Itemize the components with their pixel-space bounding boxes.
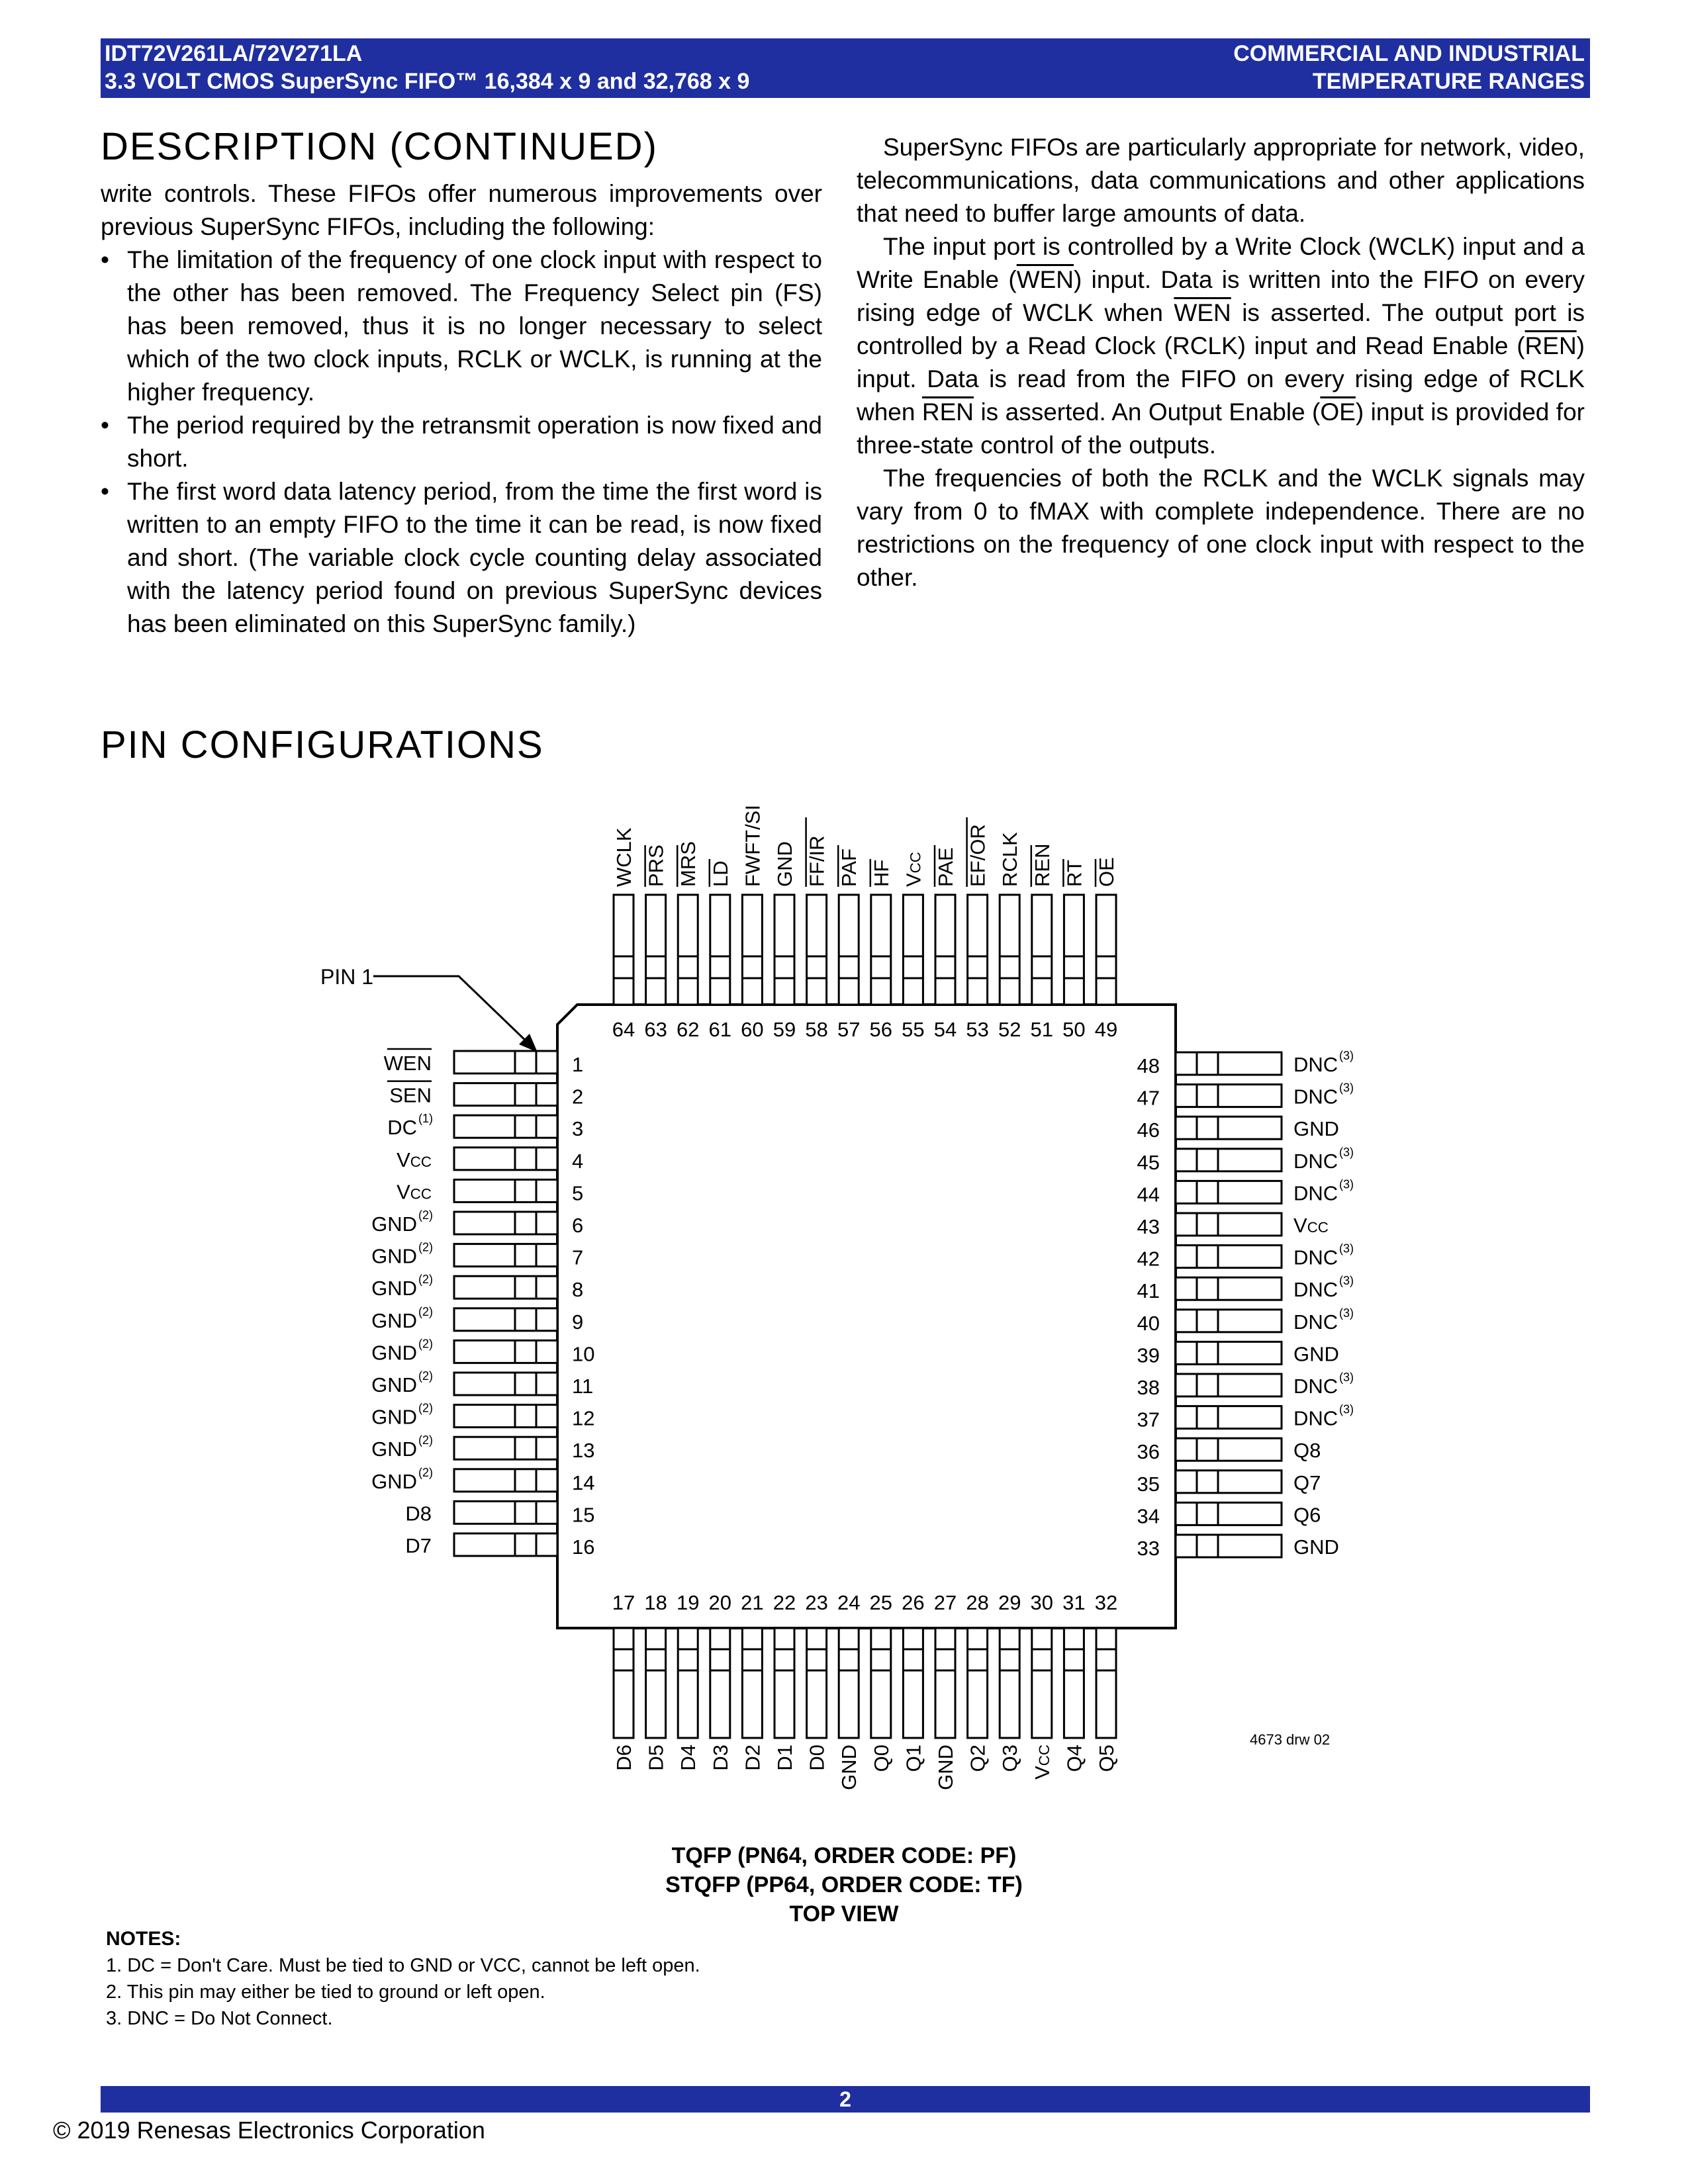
pin-name-label: GND xyxy=(371,1341,417,1365)
pin-name-label: DNC xyxy=(1293,1246,1338,1269)
pin-number: 58 xyxy=(805,1018,828,1041)
pin-name-label: OE xyxy=(1095,857,1118,887)
pin-number: 13 xyxy=(572,1439,595,1463)
pin-name-label: GND xyxy=(1293,1535,1339,1559)
pin-name-label: WEN xyxy=(383,1052,432,1075)
pin-number: 6 xyxy=(572,1214,584,1237)
pin-name-label: GND xyxy=(371,1469,417,1493)
note-item: 1. DC = Don't Care. Must be tied to GND or VCC, cannot be left open. xyxy=(106,1955,700,1976)
package-caption-line2: STQFP (PP64, ORDER CODE: TF) xyxy=(665,1872,1023,1897)
pin-name-label: Q6 xyxy=(1293,1503,1321,1527)
pin-number: 33 xyxy=(1137,1537,1160,1560)
pin-name-label: HF xyxy=(869,859,893,887)
pin-name-label: GND xyxy=(371,1244,417,1268)
pin-3 xyxy=(387,1112,583,1140)
temperature-range-line2: TEMPERATURE RANGES xyxy=(1312,69,1585,94)
pin-number: 18 xyxy=(644,1591,667,1614)
pin-number: 1 xyxy=(572,1053,584,1076)
pin-number: 31 xyxy=(1062,1591,1086,1614)
pin-name-label: Q4 xyxy=(1062,1745,1086,1772)
pin-number: 59 xyxy=(773,1018,796,1041)
pin-number: 37 xyxy=(1137,1408,1160,1432)
note-item: 3. DNC = Do Not Connect. xyxy=(106,2008,333,2029)
pin-note-ref: (2) xyxy=(418,1369,433,1383)
text-run: The input port is controlled by a Write Clock (WCLK) input and a Write Enable ( xyxy=(857,233,1585,293)
pin-number: 44 xyxy=(1137,1183,1160,1206)
pin-number: 20 xyxy=(708,1591,732,1614)
pin-number: 8 xyxy=(572,1278,584,1302)
pin-number: 14 xyxy=(572,1471,595,1494)
pin-name-label: DNC xyxy=(1293,1053,1338,1076)
pin-number: 30 xyxy=(1030,1591,1054,1614)
pin-name-label: DNC xyxy=(1293,1278,1338,1302)
pin-number: 42 xyxy=(1137,1247,1160,1271)
pin-name-label: PAF xyxy=(837,848,861,887)
pin-number: 62 xyxy=(676,1018,700,1041)
pin-name-label: D5 xyxy=(644,1745,668,1771)
pin-number: 29 xyxy=(998,1591,1021,1614)
temperature-range-line1: COMMERCIAL AND INDUSTRIAL xyxy=(1233,41,1585,66)
text-run: ) input. Data is written into the FIFO on every rising edge of WCLK when xyxy=(857,266,1585,326)
oe-signal: $\overline{OE}$ xyxy=(1320,398,1356,426)
pin-number: 47 xyxy=(1137,1086,1160,1110)
pin-number: 56 xyxy=(869,1018,893,1041)
pin-note-ref: (3) xyxy=(1339,1402,1354,1416)
pin-number: 51 xyxy=(1030,1018,1054,1041)
notes-title: NOTES: xyxy=(106,1928,181,1950)
paragraph-frequencies: The frequencies of both the RCLK and the WCLK signals may vary from 0 to fMAX with complete independence. There are no restrictions on the frequency of one clock input with respect to the other. xyxy=(857,465,1585,591)
pin-number: 24 xyxy=(837,1591,861,1614)
pin-name-label: DNC xyxy=(1293,1181,1338,1205)
pin-number: 34 xyxy=(1137,1504,1160,1528)
pin-number: 48 xyxy=(1137,1054,1160,1077)
pin-number: 36 xyxy=(1137,1440,1160,1464)
page-footer-bar xyxy=(101,2086,1590,2113)
pin-number: 64 xyxy=(612,1018,635,1041)
pin-note-ref: (2) xyxy=(418,1433,433,1447)
pin-number: 5 xyxy=(572,1181,584,1205)
pin-number: 39 xyxy=(1137,1343,1160,1367)
pin-name-label: DNC xyxy=(1293,1149,1338,1173)
pin-number: 15 xyxy=(572,1503,595,1527)
pin-number: 26 xyxy=(902,1591,925,1614)
text-run: ) input. Data is read from the FIFO on every rising edge of RCLK when xyxy=(857,332,1585,426)
pin-6 xyxy=(371,1208,583,1237)
pin-name-label: FF/IR xyxy=(805,835,829,887)
pin-name-label: VCC xyxy=(397,1148,432,1171)
pin-number: 35 xyxy=(1137,1472,1160,1496)
pin-5 xyxy=(397,1179,583,1205)
pin-7 xyxy=(371,1241,583,1269)
pin-name-label: GND xyxy=(934,1745,957,1790)
pin-name-label: Q3 xyxy=(998,1745,1022,1772)
pin-name-label: D6 xyxy=(612,1745,635,1771)
pin-note-ref: (2) xyxy=(418,1304,433,1318)
pin-note-ref: (2) xyxy=(418,1273,433,1287)
pin-note-ref: (3) xyxy=(1339,1371,1354,1384)
pin-number: 32 xyxy=(1094,1591,1118,1614)
text-run: is asserted. An Output Enable ( xyxy=(974,398,1321,426)
pin-number: 54 xyxy=(933,1018,957,1041)
pin-8 xyxy=(371,1273,583,1301)
pin-name-label: GND xyxy=(773,841,796,887)
pin-name-label: PAE xyxy=(934,847,957,887)
pin-name-label: PRS xyxy=(644,844,668,887)
pin-name-label: GND xyxy=(837,1745,861,1790)
pin-number: 12 xyxy=(572,1406,595,1430)
pin-number: 11 xyxy=(572,1375,594,1398)
pin-name-label: DNC xyxy=(1293,1375,1338,1398)
pin-number: 50 xyxy=(1062,1018,1086,1041)
chip-body xyxy=(557,1005,1176,1628)
ren-signal: $\overline{REN}$ xyxy=(1524,332,1577,359)
pin-number: 10 xyxy=(572,1342,595,1366)
pin1-label: PIN 1 xyxy=(320,965,374,989)
pin-name-label: WCLK xyxy=(612,827,635,887)
pin-number: 41 xyxy=(1137,1279,1160,1303)
pin-name-label: Q1 xyxy=(902,1745,925,1772)
pin-number: 52 xyxy=(998,1018,1021,1041)
pin-name-label: D3 xyxy=(708,1745,732,1771)
pin-60 xyxy=(741,805,764,1041)
pin-number: 3 xyxy=(572,1117,584,1141)
description-heading: DESCRIPTION (CONTINUED) xyxy=(101,125,658,168)
pin-name-label: D1 xyxy=(773,1745,796,1771)
part-number: IDT72V261LA/72V271LA xyxy=(105,41,363,66)
bullet-item: • The period required by the retransmit operation is now fixed and short. xyxy=(101,409,822,475)
pin-note-ref: (2) xyxy=(418,1240,433,1254)
pin-number: 19 xyxy=(676,1591,700,1614)
pin-name-label: SEN xyxy=(389,1083,432,1107)
pin-number: 53 xyxy=(966,1018,989,1041)
pin-name-label: D7 xyxy=(405,1534,432,1557)
pin-name-label: GND xyxy=(371,1212,417,1236)
pin-name-label: D2 xyxy=(741,1745,765,1771)
pin-name-label: VCC xyxy=(397,1180,432,1204)
pin-number: 61 xyxy=(708,1018,732,1041)
pin-name-label: DNC xyxy=(1293,1085,1338,1109)
pin-4 xyxy=(397,1148,583,1173)
pin-name-label: RT xyxy=(1062,860,1086,887)
pin-note-ref: (2) xyxy=(418,1208,433,1222)
pin-name-label: REN xyxy=(1030,843,1054,887)
pin-name-label: MRS xyxy=(677,841,700,887)
drawing-id: 4673 drw 02 xyxy=(1250,1731,1331,1748)
pin-number: 57 xyxy=(837,1018,861,1041)
text-run: is asserted. The output port is controlled by a Read Clock (RCLK) input and Read Enable ( xyxy=(857,299,1585,359)
pin-name-label: GND xyxy=(371,1373,417,1396)
copyright: © 2019 Renesas Electronics Corporation xyxy=(53,2116,485,2144)
description-intro: write controls. These FIFOs offer numerous improvements over previous SuperSync FIFOs, including the following: xyxy=(101,180,822,240)
pin-note-ref: (2) xyxy=(418,1401,433,1415)
pin-name-label: GND xyxy=(1293,1342,1339,1366)
pin-number: 60 xyxy=(741,1018,764,1041)
pin-name-label: VCC xyxy=(1293,1214,1329,1237)
bullet-item: • The limitation of the frequency of one clock input with respect to the other has been removed. The Frequency Select pin (FS) has been removed, thus it is no longer necessary to select which of the two clock inputs, RCLK or WCLK, is running at the higher frequency. xyxy=(101,244,822,409)
ren-signal: $\overline{REN}$ xyxy=(921,398,974,426)
pin-number: 28 xyxy=(966,1591,989,1614)
pin-number: 63 xyxy=(644,1018,667,1041)
pin-number: 38 xyxy=(1137,1376,1160,1399)
pin-name-label: Q8 xyxy=(1293,1439,1321,1463)
pin-name-label: EF/OR xyxy=(966,824,990,887)
pin-number: 4 xyxy=(572,1149,584,1173)
pin-number: 27 xyxy=(933,1591,957,1614)
wen-signal: $\overline{WEN}$ xyxy=(1174,299,1231,326)
paragraph-applications: SuperSync FIFOs are particularly appropriate for network, video, telecommunications, data communications and other applications that need to buffer large amounts of data. xyxy=(857,134,1585,227)
pin-note-ref: (3) xyxy=(1339,1242,1354,1255)
pin-note-ref: (1) xyxy=(418,1112,433,1126)
pin-2 xyxy=(387,1081,583,1109)
pin-note-ref: (3) xyxy=(1339,1177,1354,1191)
pin-number: 17 xyxy=(612,1591,635,1614)
pin-number: 2 xyxy=(572,1085,584,1109)
pin-configurations-heading: PIN CONFIGURATIONS xyxy=(101,723,544,766)
pin-number: 46 xyxy=(1137,1118,1160,1142)
pin-number: 43 xyxy=(1137,1215,1160,1238)
page-number: 2 xyxy=(839,2087,851,2111)
pin-name-label: D0 xyxy=(805,1745,829,1771)
wen-signal: $\overline{WEN}$ xyxy=(1016,266,1074,293)
pin1-arrow-line xyxy=(373,976,530,1044)
package-caption-line1: TQFP (PN64, ORDER CODE: PF) xyxy=(671,1843,1017,1868)
pin-note-ref: (3) xyxy=(1339,1049,1354,1062)
pin-9 xyxy=(371,1305,583,1334)
pin-name-label: Q7 xyxy=(1293,1471,1321,1494)
pin-name-label: DNC xyxy=(1293,1406,1338,1430)
pin-note-ref: (2) xyxy=(418,1465,433,1479)
pin-name-label: GND xyxy=(371,1437,417,1461)
pin-name-label: GND xyxy=(1293,1117,1339,1141)
pin-name-label: GND xyxy=(371,1308,417,1332)
pin-name-label: Q0 xyxy=(869,1745,893,1772)
pin-number: 16 xyxy=(572,1535,595,1559)
note-item: 2. This pin may either be tied to ground or left open. xyxy=(106,1981,545,2003)
pin-note-ref: (3) xyxy=(1339,1274,1354,1288)
pin-number: 25 xyxy=(869,1591,893,1614)
pin-name-label: FWFT/SI xyxy=(741,805,765,887)
pin-number: 7 xyxy=(572,1246,584,1269)
package-caption-top-view: TOP VIEW xyxy=(789,1901,899,1927)
notes-section xyxy=(106,1926,700,2032)
pin-1 xyxy=(384,1049,584,1076)
pin-number: 45 xyxy=(1137,1150,1160,1174)
pin-number: 40 xyxy=(1137,1311,1160,1335)
pin-number: 9 xyxy=(572,1310,584,1334)
text-run: ) input is provided for three-state control of the outputs. xyxy=(857,398,1585,459)
pin-note-ref: (3) xyxy=(1339,1145,1354,1159)
pin-note-ref: (3) xyxy=(1339,1306,1354,1320)
pin-name-label: Q5 xyxy=(1095,1745,1118,1772)
pin-number: 23 xyxy=(805,1591,828,1614)
bullet-item: • The first word data latency period, from the time the first word is written to an empty FIFO to the time it can be read, is now fixed and short. (The variable clock cycle counting delay associated with the latency period found on previous SuperSync devices has been eliminated on this SuperSync family.) xyxy=(101,475,822,641)
pin-name-label: D4 xyxy=(677,1745,700,1771)
pin-note-ref: (2) xyxy=(418,1337,433,1351)
pin-number: 22 xyxy=(773,1591,796,1614)
pin-name-label: GND xyxy=(371,1277,417,1300)
pin-name-label: Q2 xyxy=(966,1745,990,1772)
pin-note-ref: (3) xyxy=(1339,1081,1354,1095)
pin-name-label: D8 xyxy=(405,1502,432,1525)
pin-name-label: GND xyxy=(371,1405,417,1429)
pin-name-label: DC xyxy=(387,1116,417,1140)
pin-name-label: RCLK xyxy=(998,832,1022,887)
product-title: 3.3 VOLT CMOS SuperSync FIFO™ 16,384 x 9 and 32,768 x 9 xyxy=(105,69,750,94)
pin-name-label: LD xyxy=(708,860,732,887)
pin-name-label: VCC xyxy=(1030,1745,1054,1780)
pin-number: 21 xyxy=(741,1591,764,1614)
pin-name-label: VCC xyxy=(902,852,925,887)
pin-name-label: DNC xyxy=(1293,1310,1338,1334)
pin-number: 55 xyxy=(902,1018,925,1041)
pin-number: 49 xyxy=(1094,1018,1118,1041)
